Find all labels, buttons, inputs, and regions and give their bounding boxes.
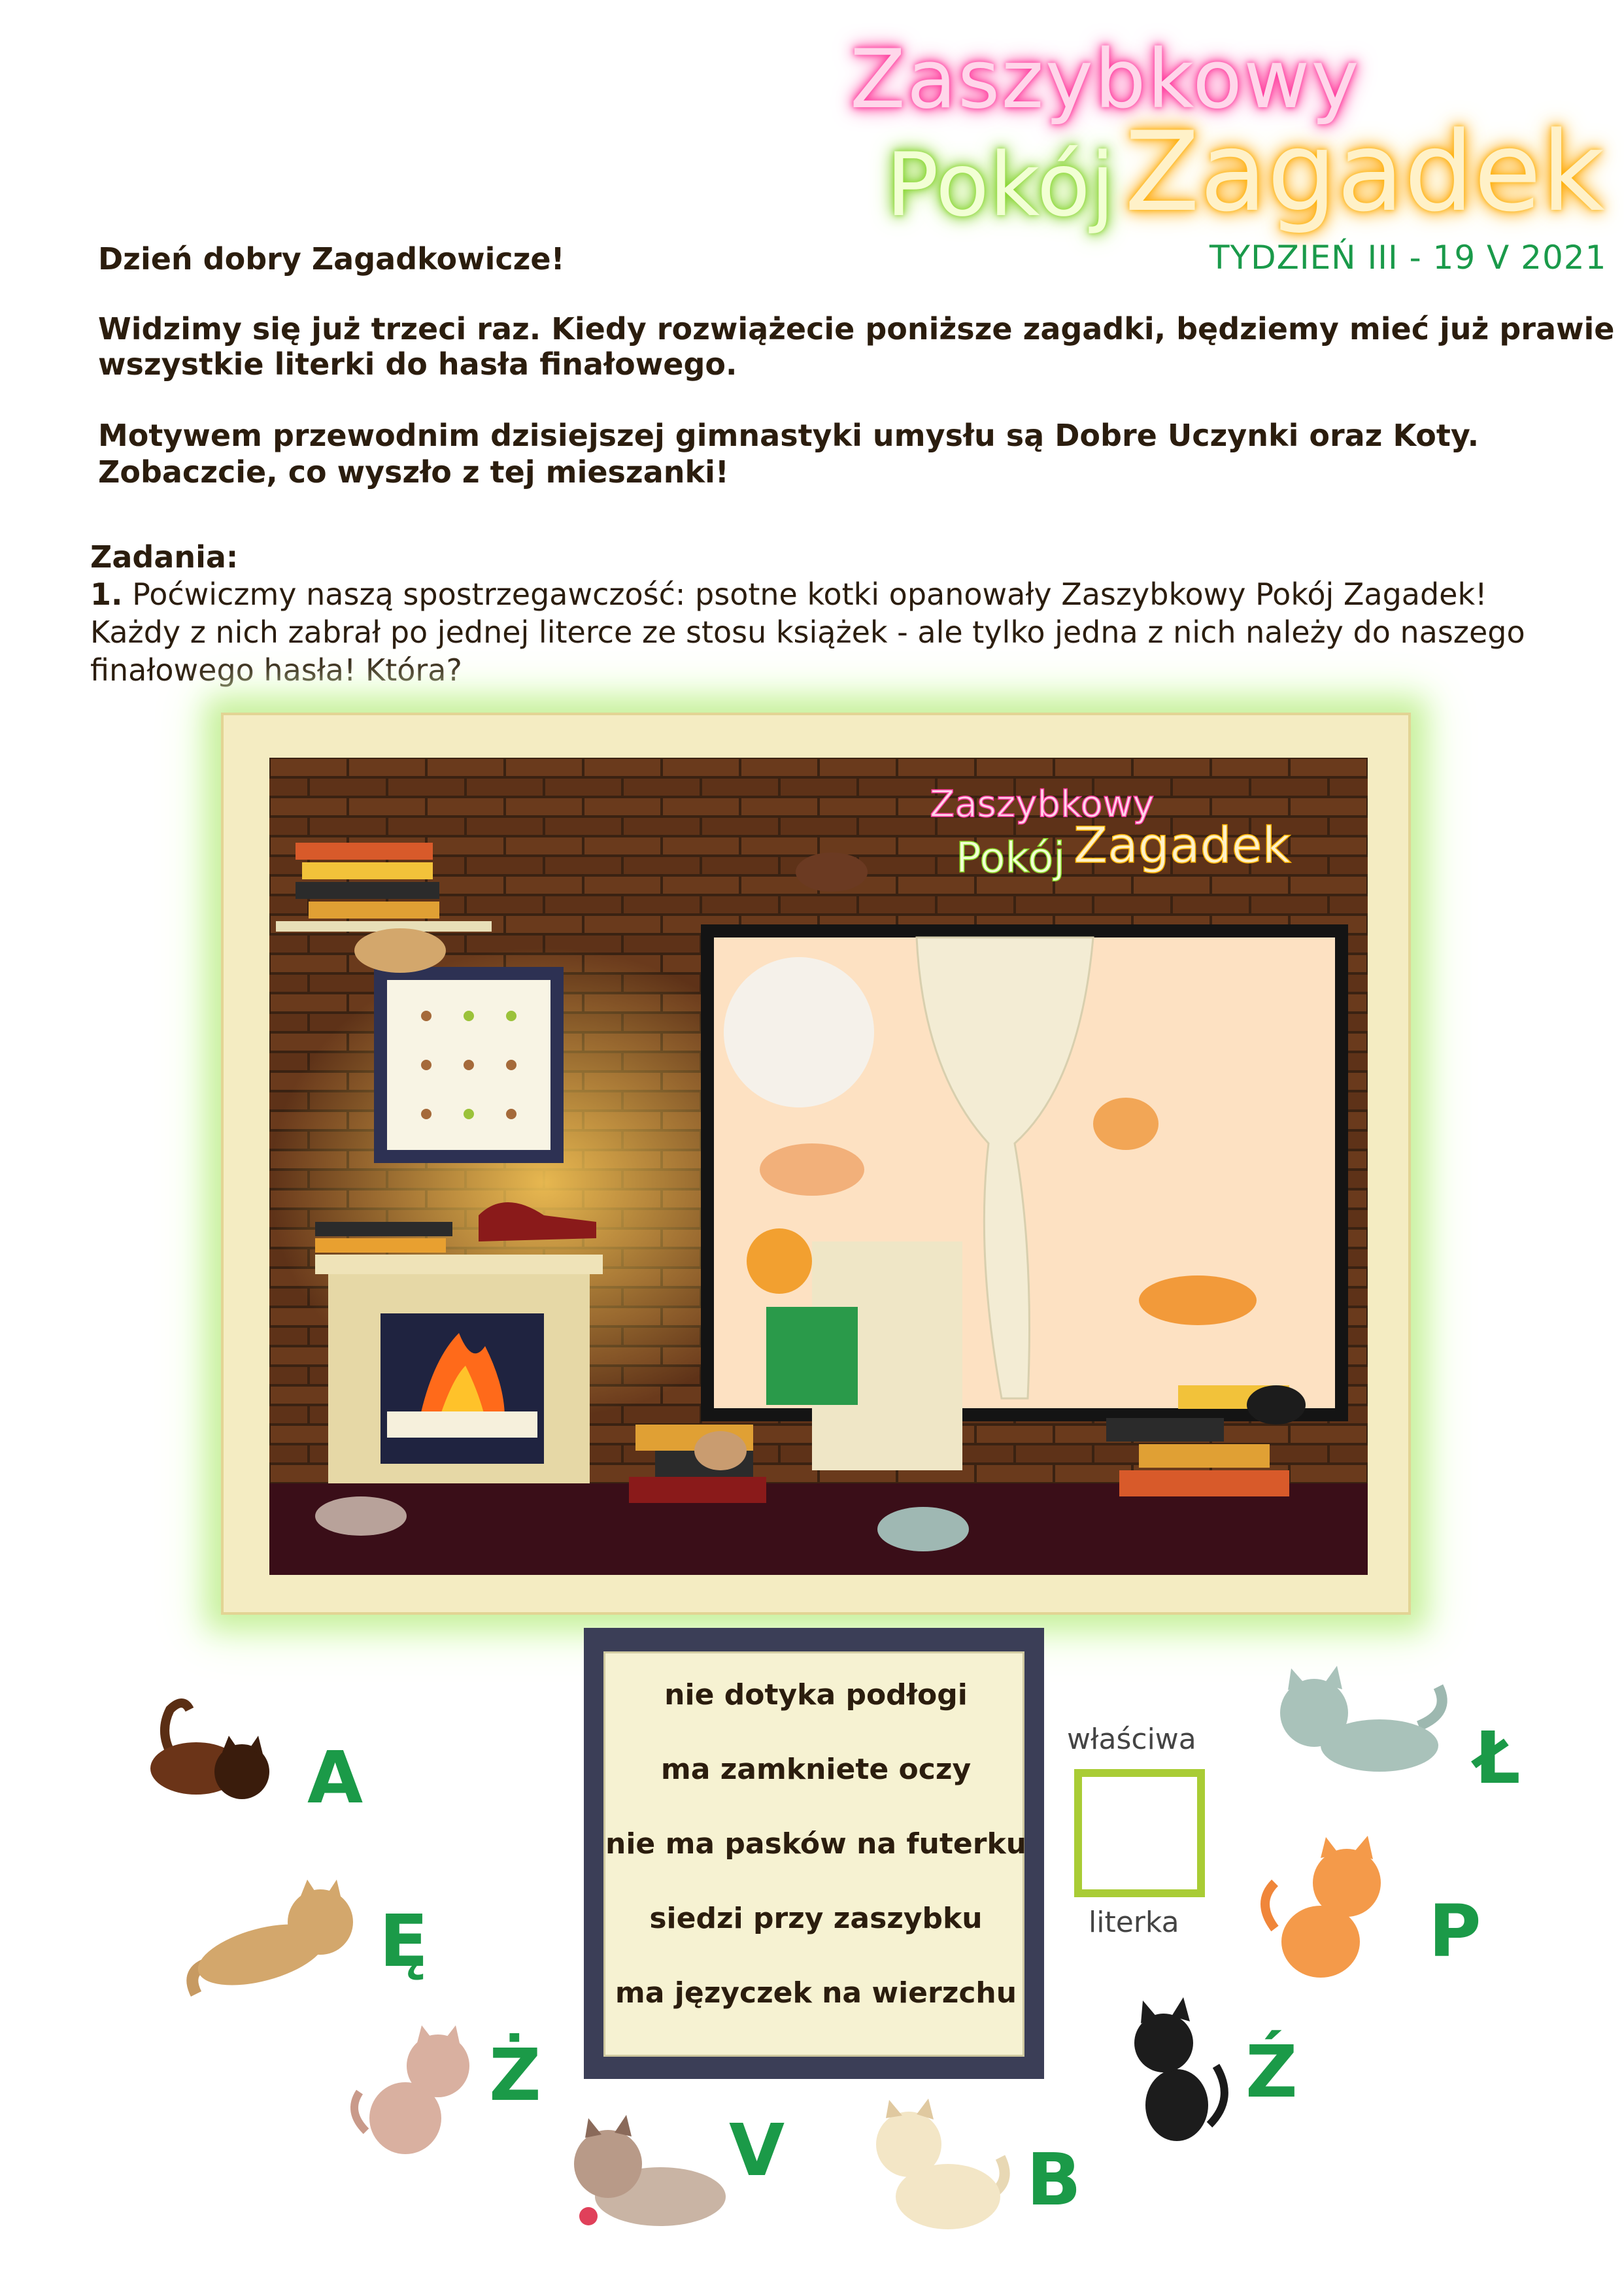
escape-room-scene	[269, 758, 1368, 1575]
letter-z-acute: Ź	[1245, 2030, 1298, 2114]
logo-line-2a: Pokój	[886, 134, 1115, 236]
week-date: TYDZIEŃ III - 19 V 2021	[1210, 239, 1607, 277]
scene-frame	[221, 713, 1411, 1615]
intro-paragraph-1-line-2: wszystkie literki do hasła finałowego.	[98, 346, 737, 382]
task-1-text-1: Poćwiczmy naszą spostrzegawczość: psotne kotki opanowały Zaszybkowy Pokój Zagadek!	[132, 577, 1487, 612]
task-1-number: 1.	[90, 577, 123, 612]
answer-label-bottom: literka	[1089, 1906, 1179, 1939]
intro-paragraph-2-line-1: Motywem przewodnim dzisiejszej gimnastyki umysłu są Dobre Uczynki oraz Koty.	[98, 418, 1480, 453]
greeting: Dzień dobry Zagadkowicze!	[98, 241, 565, 277]
task-1-line-1	[90, 575, 1487, 613]
letter-p: P	[1429, 1889, 1481, 1973]
cat-tan-floating-icon	[163, 1870, 373, 2027]
cat-cream-icon	[856, 2092, 1026, 2236]
logo-line-2b: Zagadek	[1125, 108, 1605, 236]
title-logo	[837, 26, 1605, 236]
clue-2: ma zamkniete oczy	[660, 1753, 972, 1786]
scene-logo-line-1: Zaszybkowy	[930, 783, 1155, 826]
letter-l-stroke: Ł	[1474, 1716, 1521, 1800]
cat-brown-icon	[131, 1690, 288, 1808]
letter-e-ogonek: Ę	[379, 1899, 429, 1983]
logo-line-1: Zaszybkowy	[850, 33, 1361, 127]
answer-box[interactable]	[1074, 1769, 1205, 1897]
task-1-line-2: Każdy z nich zabrał po jednej literce ze stosu książek - ale tylko jedna z nich należy do naszego	[90, 615, 1525, 650]
letter-z-dot: Ż	[489, 2033, 541, 2117]
cat-grey-running-icon	[1268, 1661, 1464, 1791]
cat-black-icon	[1111, 1994, 1242, 2144]
answer-label-top: właściwa	[1067, 1723, 1196, 1756]
clue-5: ma języczek na wierzchu	[615, 1976, 1017, 2010]
clue-list	[603, 1651, 1027, 2057]
task-1-line-3: finałowego hasła! Która?	[90, 652, 462, 688]
cat-pink-sitting-icon	[340, 2020, 484, 2157]
scene-illustration	[269, 758, 1368, 1575]
letter-a: A	[307, 1736, 364, 1819]
cat-siamese-lying-icon	[549, 2105, 732, 2236]
clue-1: nie dotyka podłogi	[664, 1678, 968, 1712]
intro-paragraph-2-line-2: Zobaczcie, co wyszło z tej mieszanki!	[98, 454, 729, 490]
clue-3: nie ma pasków na futerku	[605, 1827, 1027, 1861]
scene-logo-line-2b: Zagadek	[1074, 816, 1291, 874]
letter-v: V	[729, 2108, 785, 2192]
letter-b: B	[1026, 2138, 1081, 2221]
intro-paragraph-1-line-1: Widzimy się już trzeci raz. Kiedy rozwiążecie poniższe zagadki, będziemy mieć już prawie	[98, 311, 1615, 346]
scene-logo-line-2a: Pokój	[956, 834, 1066, 883]
tasks-heading: Zadania:	[90, 539, 239, 575]
clue-frame	[584, 1628, 1044, 2079]
clue-4: siedzi przy zaszybku	[649, 1902, 983, 1935]
cat-orange-striped-icon	[1255, 1831, 1406, 1987]
